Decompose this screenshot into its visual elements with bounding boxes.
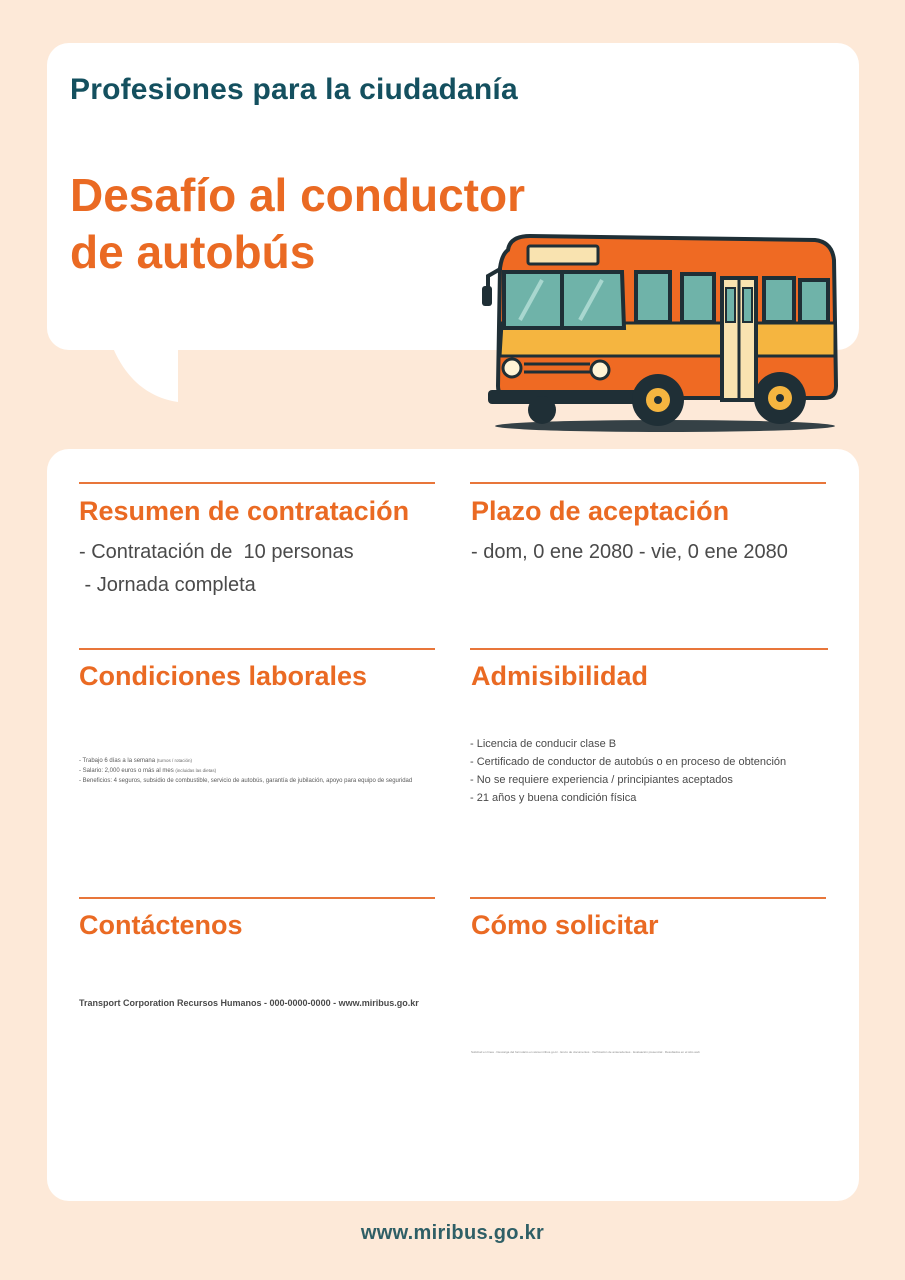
title-line-2: de autobús bbox=[70, 226, 316, 278]
eligibility-list bbox=[470, 735, 786, 807]
list-item: - No se requiere experiencia / principiantes aceptados bbox=[470, 774, 733, 786]
page-subtitle: Profesiones para la ciudadanía bbox=[70, 73, 518, 106]
contact-heading: Contáctenos bbox=[79, 910, 243, 940]
summary-line: - Jornada completa bbox=[79, 574, 256, 596]
contact-info: Transport Corporation Recursos Humanos - 000-0000-0000 - www.miribus.go.kr bbox=[79, 998, 419, 1008]
section-divider bbox=[470, 897, 826, 899]
apply-steps: Solicitud en línea · Descarga del formulario en www.miribus.go.kr · Envío de documentos · Verificación de antecedentes · Evaluación presencial · Resultados en el sitio web bbox=[471, 1050, 700, 1054]
section-divider bbox=[79, 648, 435, 650]
deadline-heading: Plazo de aceptación bbox=[471, 496, 730, 526]
summary-line: - Contratación de 10 personas bbox=[79, 541, 354, 563]
bus-illustration bbox=[480, 228, 842, 438]
list-item: - Salario: 2,000 euros o más al mes (incluidas las dietas) bbox=[79, 768, 217, 774]
conditions-heading: Condiciones laborales bbox=[79, 661, 368, 691]
section-divider bbox=[470, 482, 826, 484]
list-item: - Beneficios: 4 seguros, subsidio de combustible, servicio de autobús, garantía de jubilación, apoyo para equipo de seguridad bbox=[79, 778, 413, 784]
footer-url[interactable]: www.miribus.go.kr bbox=[360, 1222, 545, 1244]
section-divider bbox=[470, 648, 828, 650]
section-divider bbox=[79, 482, 435, 484]
deadline-dates: - dom, 0 ene 2080 - vie, 0 ene 2080 bbox=[471, 541, 788, 563]
conditions-list bbox=[79, 756, 412, 786]
title-line-1: Desafío al conductor bbox=[70, 169, 525, 221]
list-item: - 21 años y buena condición física bbox=[470, 792, 637, 804]
apply-heading: Cómo solicitar bbox=[471, 910, 659, 940]
eligibility-heading: Admisibilidad bbox=[471, 661, 649, 691]
list-item: - Trabajo 6 días a la semana (turnos / rotación) bbox=[79, 758, 192, 764]
list-item: - Certificado de conductor de autobús o en proceso de obtención bbox=[470, 756, 787, 768]
list-item: - Licencia de conducir clase B bbox=[470, 738, 617, 750]
section-divider bbox=[79, 897, 435, 899]
summary-heading: Resumen de contratación bbox=[79, 496, 410, 526]
speech-bubble-tail bbox=[110, 340, 180, 402]
